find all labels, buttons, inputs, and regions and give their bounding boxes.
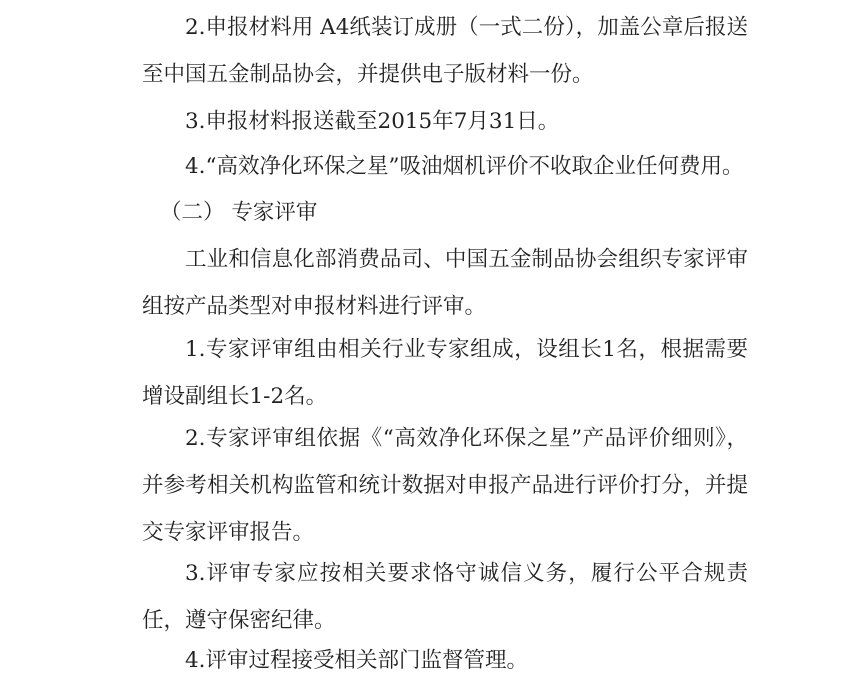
paragraph-supervision: 4.评审过程接受相关部门监督管理。 xyxy=(185,648,529,673)
paragraph-review-organization: 工业和信息化部消费品司、中国五金制品协会组织专家评审组按产品类型对申报材料进行评审。 xyxy=(142,247,748,319)
paragraph-submission-format: 2.申报材料用 A4纸装订成册（一式二份），加盖公章后报送至中国五金制品协会，并提供电子版材料一份。 xyxy=(142,15,748,87)
paragraph-no-fee: 4.“高效净化环保之星”吸油烟机评价不收取企业任何费用。 xyxy=(185,154,744,179)
paragraph-review-basis: 2.专家评审组依据《“高效净化环保之星”产品评价细则》，并参考相关机构监管和统计数据对申报产品进行评价打分，并提交专家评审报告。 xyxy=(142,426,748,545)
paragraph-deadline: 3.申报材料报送截至2015年7月31日。 xyxy=(185,109,560,134)
paragraph-review-ethics: 3.评审专家应按相关要求恪守诚信义务，履行公平合规责任，遵守保密纪律。 xyxy=(142,561,748,633)
paragraph-review-team: 1.专家评审组由相关行业专家组成，设组长1名，根据需要增设副组长1-2名。 xyxy=(142,337,748,409)
section-heading-expert-review: （二） 专家评审 xyxy=(160,200,318,225)
